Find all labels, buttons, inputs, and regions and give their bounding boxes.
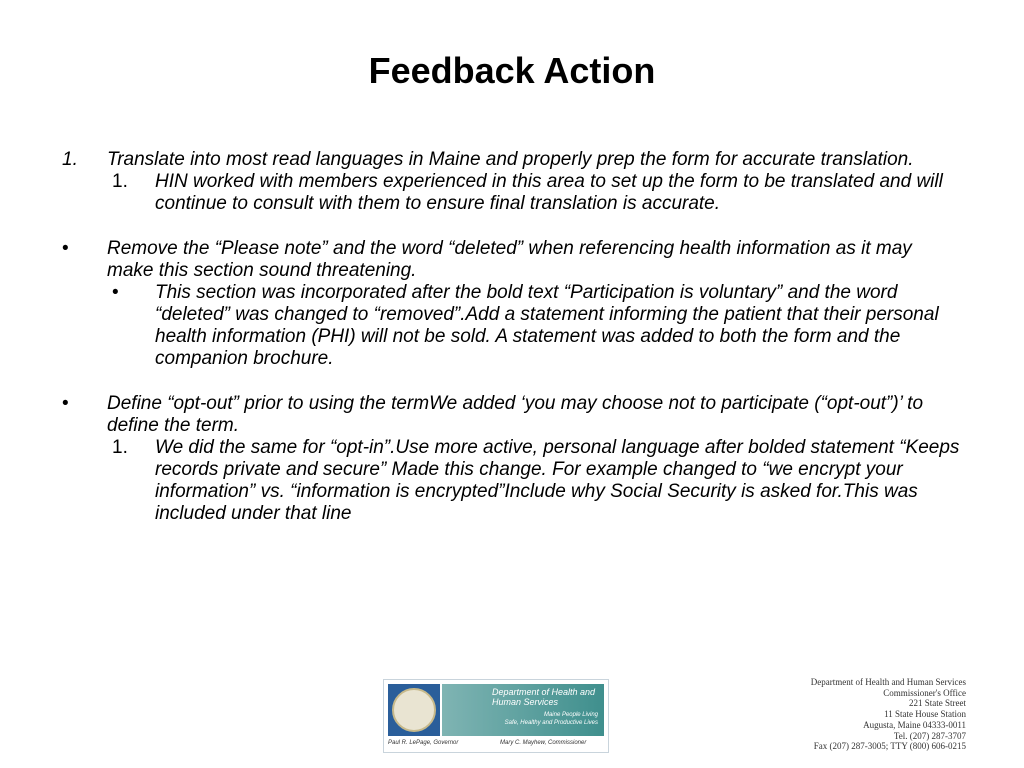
logo-tagline (505, 711, 598, 727)
list-marker: • (62, 393, 69, 414)
logo-tagline-2: Safe, Healthy and Productive Lives (504, 720, 598, 726)
maine-seal-icon (388, 684, 440, 736)
sub-item-text: This section was incorporated after the bold text “Participation is voluntary” and the word “deleted” was changed to “removed”.Add a statement informing the patient that their personal health information (PHI) will not be sold. A statement was added to both the form and the companion brochure. (155, 282, 939, 369)
dhhs-logo (383, 679, 609, 753)
address-line: Department of Health and Human Services (810, 677, 966, 687)
sub-marker: • (112, 282, 119, 303)
sub-marker: 1. (112, 437, 128, 458)
address-line: Fax (207) 287-3005; TTY (800) 606-0215 (813, 741, 966, 752)
sub-marker: 1. (112, 171, 128, 192)
logo-banner (442, 684, 604, 736)
feedback-list (62, 149, 962, 548)
address-line: Commissioner's Office (883, 687, 966, 698)
item-text: Translate into most read languages in Maine and properly prep the form for accurate translation. (107, 149, 914, 170)
sub-item (107, 171, 962, 215)
governor-name: Paul R. LePage, Governor (388, 740, 459, 746)
logo-dept-name: Department of Health and Human Services (492, 687, 596, 707)
sub-item (107, 282, 962, 370)
list-item (62, 393, 962, 525)
address-line: 221 State Street (909, 698, 966, 709)
logo-tagline-1: Maine People Living (543, 712, 598, 718)
seal-emblem (392, 688, 436, 732)
list-item (62, 238, 962, 370)
sub-item-text: We did the same for “opt-in”.Use more active, personal language after bolded statement “Keeps records private and secure” Made this change. For example changed to “we encrypt your information” vs. “information is encrypted”Include why Social Security is asked for.This was included under that line (155, 437, 960, 524)
list-marker: 1. (62, 149, 78, 170)
office-address (746, 677, 966, 752)
list-marker: • (62, 238, 69, 259)
list-item (62, 149, 962, 215)
sub-item (107, 437, 962, 525)
logo-officials (388, 738, 604, 750)
sub-item-text: HIN worked with members experienced in this area to set up the form to be translated and will continue to consult with them to ensure final translation is accurate. (155, 171, 943, 214)
item-text: Define “opt-out” prior to using the termWe added ‘you may choose not to participate (“opt-out”)’ to define the term. (107, 393, 924, 436)
address-line: 11 State House Station (884, 709, 966, 720)
address-line: Tel. (207) 287-3707 (893, 730, 966, 741)
page-title: Feedback Action (368, 50, 656, 91)
address-line: Augusta, Maine 04333-0011 (863, 719, 966, 730)
item-text: Remove the “Please note” and the word “deleted” when referencing health information as it may make this section sound threatening. (107, 238, 912, 281)
commissioner-name: Mary C. Mayhew, Commissioner (500, 740, 587, 746)
